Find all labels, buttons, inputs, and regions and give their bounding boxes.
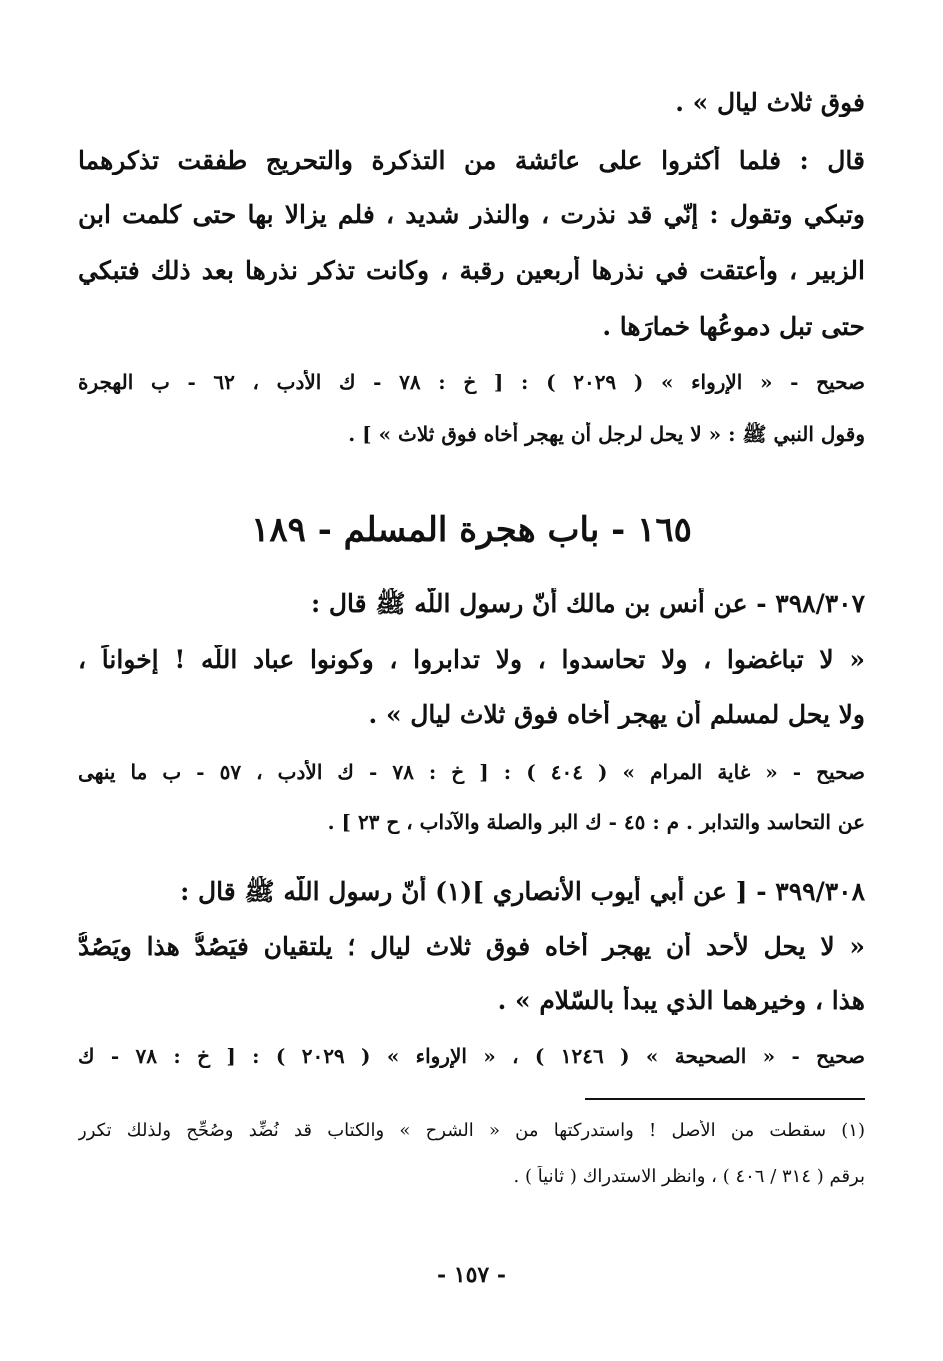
text-line: فوق ثلاث ليال » . xyxy=(675,88,865,117)
takhrij-line: عن التحاسد والتدابر . م : ٤٥ - ك البر والصلة والآداب ، ح ٢٣ ] . xyxy=(327,810,865,834)
footnote-separator xyxy=(585,1098,865,1100)
hadith-line: « لا يحل لأحد أن يهجر أخاه فوق ثلاث ليال ؛ يلتقيان فيَصُدُّ هذا ويَصُدُّ xyxy=(78,932,865,961)
hadith-line: « لا تباغضوا ، ولا تحاسدوا ، ولا تدابروا ، وكونوا عباد اللّه ! إخواناً ، xyxy=(78,645,865,674)
takhrij-line: وقول النبي ﷺ : « لا يحل لرجل أن يهجر أخاه فوق ثلاث » ] . xyxy=(348,422,865,446)
chapter-heading: ١٦٥ - باب هجرة المسلم - ١٨٩ xyxy=(251,510,692,550)
hadith-line: ولا يحل لمسلم أن يهجر أخاه فوق ثلاث ليال » . xyxy=(368,700,865,729)
footnote-line: برقم ( ٣١٤ / ٤٠٦ ) ، وانظر الاستدراك ( ثانياً ) . xyxy=(513,1166,865,1187)
text-line: وتبكي وتقول : إنّي قد نذرت ، والنذر شديد ، فلم يزالا بها حتى كلمت ابن xyxy=(78,200,865,229)
takhrij-line: صحيح - « الإرواء » ( ٢٠٢٩ ) : [ خ : ٧٨ - ك الأدب ، ٦٢ - ب الهجرة xyxy=(78,370,865,394)
text-line: الزبير ، وأعتقت في نذرها أربعين رقبة ، وكانت تذكر نذرها بعد ذلك فتبكي xyxy=(78,256,865,285)
page-number: - ١٥٧ - xyxy=(436,1262,507,1288)
footnote-line: (١) سقطت من الأصل ! واستدركتها من « الشرح » والكتاب قد نُضِّد وصُحِّح ولذلك تكرر xyxy=(78,1120,865,1141)
takhrij-line: صحيح - « غاية المرام » ( ٤٠٤ ) : [ خ : ٧٨ - ك الأدب ، ٥٧ - ب ما ينهى xyxy=(78,760,865,784)
text-line: حتى تبل دموعُها خمارَها . xyxy=(602,312,865,341)
text-line: قال : فلما أكثروا على عائشة من التذكرة والتحريج طفقت تذكرهما xyxy=(78,146,865,175)
hadith-line: ٣٩٨/٣٠٧ - عن أنس بن مالك أنّ رسول اللّه ﷺ قال : xyxy=(310,589,865,618)
hadith-line: ٣٩٩/٣٠٨ - [ عن أبي أيوب الأنصاري ](١) أنّ رسول اللّه ﷺ قال : xyxy=(180,877,865,906)
hadith-line: هذا ، وخيرهما الذي يبدأ بالسّلام » . xyxy=(497,986,865,1015)
takhrij-line: صحيح - « الصحيحة » ( ١٢٤٦ ) ، « الإرواء » ( ٢٠٢٩ ) : [ خ : ٧٨ - ك xyxy=(78,1044,865,1068)
